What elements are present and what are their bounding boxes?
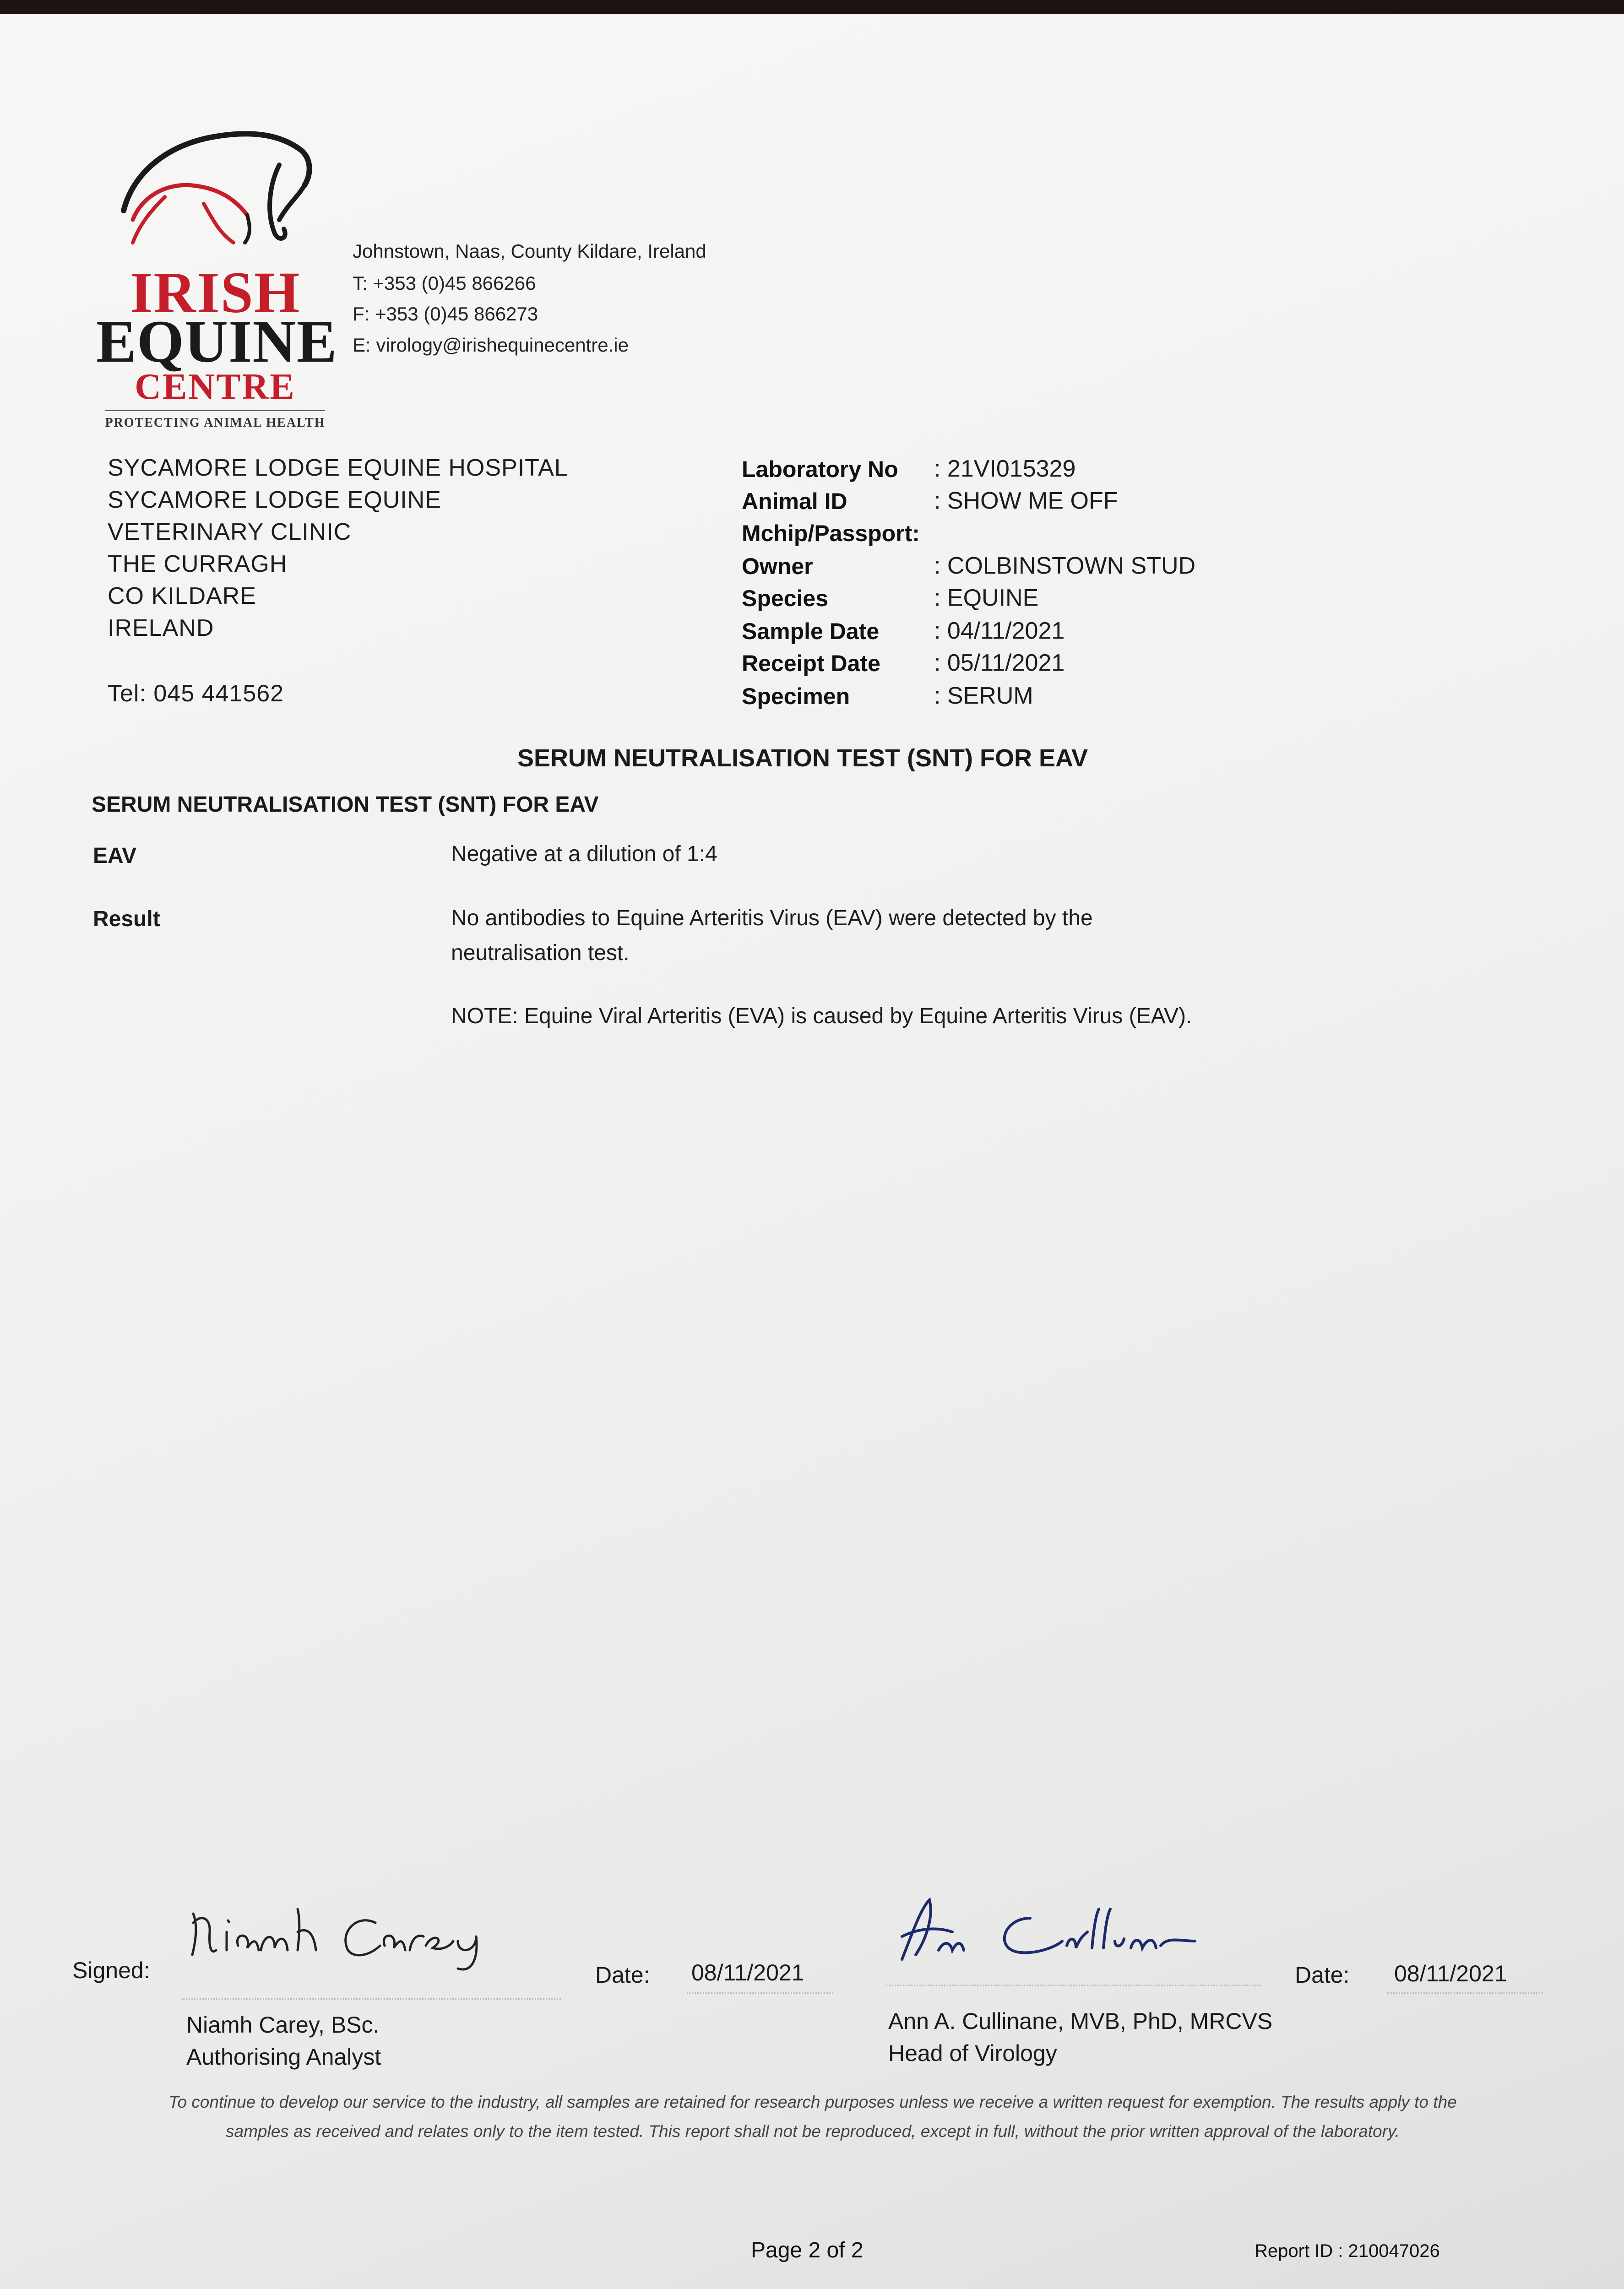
detail-value: : EQUINE [934, 585, 1039, 611]
detail-value: : 04/11/2021 [934, 618, 1065, 644]
logo-tagline: PROTECTING ANIMAL HEALTH [105, 416, 326, 430]
signature-line [886, 1985, 1261, 1986]
detail-label: Owner [742, 553, 813, 579]
signer-title: Authorising Analyst [186, 2044, 381, 2070]
eav-value: Negative at a dilution of 1:4 [451, 842, 717, 866]
result-label: Result [93, 907, 160, 931]
logo-irish-text: IRISH [130, 260, 301, 325]
contact-phone: T: +353 (0)45 866266 [353, 272, 536, 294]
disclaimer: To continue to develop our service to the industry, all samples are retained for research purposes unless we receive a written request for exemption. The results apply to the samples as received and relates only to the item tested. This report shall not be reproduced, except in full, without the prior written approval of the laboratory. [168, 2093, 1457, 2141]
test-subtitle: SERUM NEUTRALISATION TEST (SNT) FOR EAV [92, 792, 599, 817]
signer-name: Niamh Carey, BSc. [186, 2012, 380, 2038]
detail-label: Sample Date [742, 618, 880, 644]
horse-icon [96, 105, 334, 261]
date-value: 08/11/2021 [1394, 1961, 1507, 1986]
detail-value: : 21VI015329 [934, 456, 1076, 482]
contact-fax: F: +353 (0)45 866273 [353, 303, 538, 325]
result-note: NOTE: Equine Viral Arteritis (EVA) is caused by Equine Arteritis Virus (EAV). [451, 1004, 1192, 1028]
date-line [1387, 1992, 1543, 1994]
irish-equine-centre-logo [96, 105, 337, 444]
detail-label: Laboratory No [742, 456, 898, 482]
contact-email: E: virology@irishequinecentre.ie [353, 334, 629, 356]
detail-value: : 05/11/2021 [934, 650, 1065, 676]
recipient-line: CO KILDARE [108, 583, 256, 609]
signer-title: Head of Virology [888, 2040, 1057, 2066]
detail-label: Mchip/Passport: [742, 521, 920, 546]
date-label: Date: [595, 1962, 650, 1988]
recipient-line: VETERINARY CLINIC [108, 519, 352, 545]
logo-centre-text: CENTRE [135, 367, 296, 407]
recipient-line: SYCAMORE LODGE EQUINE HOSPITAL [108, 455, 568, 481]
signature-line [181, 1998, 561, 2000]
report-id: Report ID : 210047026 [1255, 2241, 1440, 2261]
test-title: SERUM NEUTRALISATION TEST (SNT) FOR EAV [517, 744, 1088, 772]
logo-equine-text: EQUINE [96, 308, 337, 375]
signer-name: Ann A. Cullinane, MVB, PhD, MRCVS [888, 2008, 1273, 2034]
report-page [0, 14, 1624, 2289]
date-value: 08/11/2021 [691, 1960, 804, 1985]
date-label: Date: [1295, 1962, 1350, 1988]
recipient-line: THE CURRAGH [108, 551, 288, 577]
recipient-tel: Tel: 045 441562 [108, 680, 284, 707]
signed-label: Signed: [72, 1958, 150, 1983]
detail-value: : COLBINSTOWN STUD [934, 553, 1196, 579]
result-value: No antibodies to Equine Arteritis Virus (EAV) were detected by the neutralisation test. [451, 906, 1093, 965]
signature-niamh-carey [183, 1904, 513, 1973]
detail-label: Specimen [742, 683, 850, 709]
detail-value: : SHOW ME OFF [934, 488, 1118, 514]
contact-address: Johnstown, Naas, County Kildare, Ireland [353, 240, 706, 262]
recipient-line: IRELAND [108, 615, 214, 641]
detail-value: : SERUM [934, 683, 1033, 709]
date-line [687, 1992, 833, 1994]
recipient-line: SYCAMORE LODGE EQUINE [108, 487, 441, 513]
detail-label: Animal ID [742, 488, 847, 514]
eav-label: EAV [93, 844, 137, 868]
detail-label: Receipt Date [742, 651, 880, 676]
page-number: Page 2 of 2 [751, 2238, 864, 2262]
logo-divider [105, 410, 325, 411]
signature-ann-cullinane [884, 1891, 1213, 1969]
detail-label: Species [742, 586, 829, 611]
